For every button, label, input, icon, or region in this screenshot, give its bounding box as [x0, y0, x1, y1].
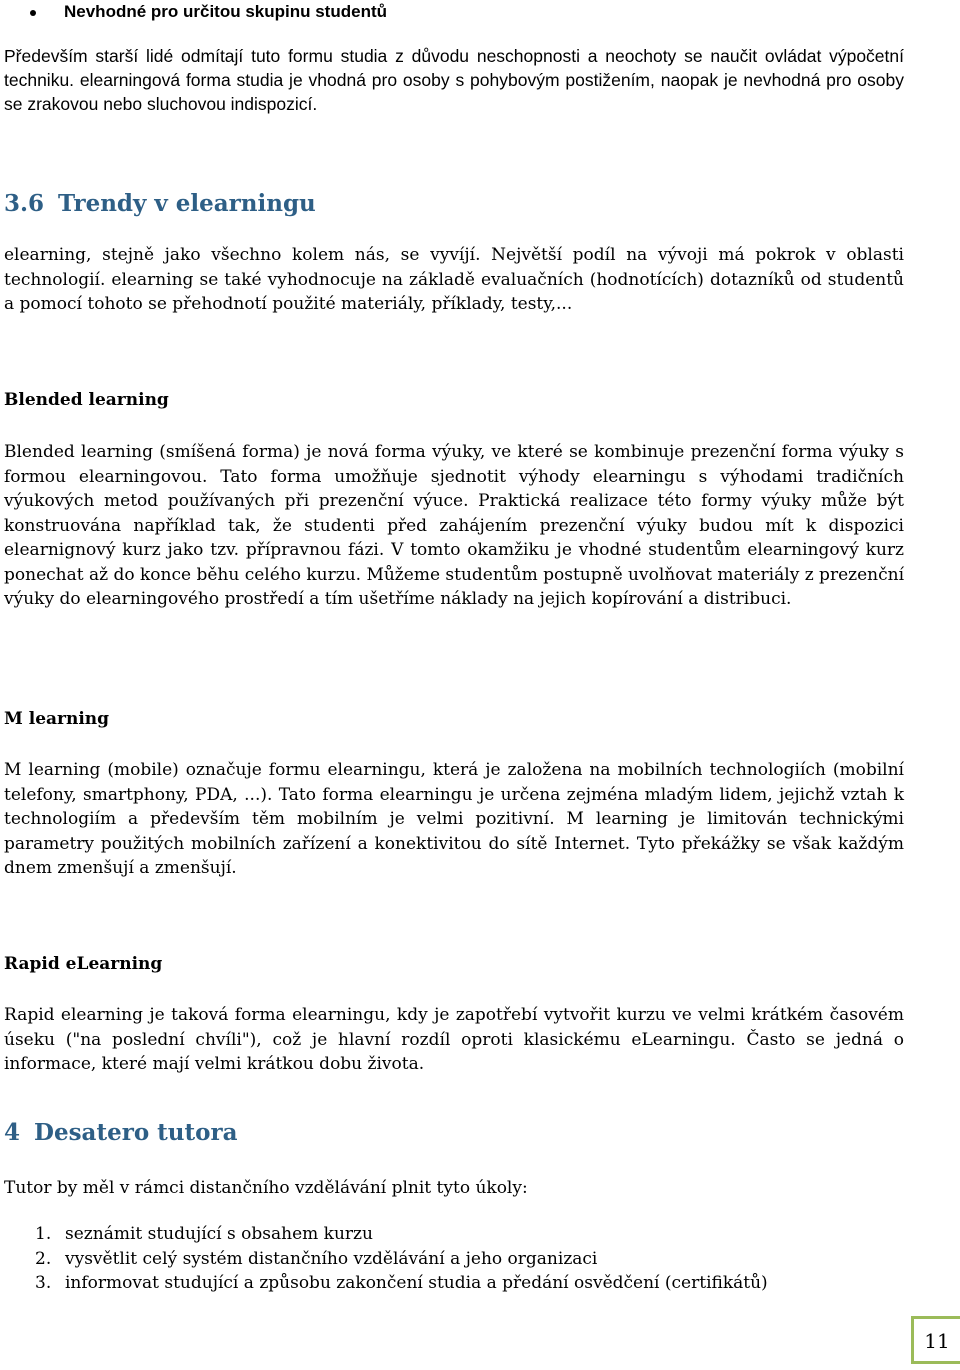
- section-title: Trendy v elearningu: [58, 190, 316, 217]
- page-number: 11: [911, 1316, 960, 1364]
- bullet-text: Nevhodné pro určitou skupinu studentů: [64, 2, 387, 21]
- list-item-number: 2.: [35, 1248, 52, 1269]
- list-item: [4, 1247, 768, 1272]
- bullet-dot-icon: [30, 10, 36, 16]
- section-number: 3.6: [4, 190, 45, 217]
- list-item-text: vysvětlit celý systém distančního vzdělávání a jeho organizaci: [65, 1248, 598, 1269]
- blended-paragraph: Blended learning (smíšená forma) je nová forma výuky, ve které se kombinuje prezenční forma výuky s formou elearningovou. Tato forma umožňuje sjednotit výhody elearningu s výhodami tradičních výukových metod používaných při prezenční výuce. Praktická realizace této formy výuky může být konstruována například tak, že studenti před zahájením prezenční výuky budou mít k dispozici elearnignový kurz jako tzv. přípravnou fázi. V tomto okamžiku je vhodné studentům elearningový kurz ponechat až do konce běhu celého kurzu. Můžeme studentům postupně uvolňovat materiály z prezenční výuky do elearningového prostředí a tím ušetříme náklady na jejich kopírování a distribuci.: [4, 442, 905, 609]
- section-title: Desatero tutora: [34, 1119, 238, 1146]
- list-item: [4, 1222, 768, 1247]
- section-number: 4: [4, 1119, 21, 1146]
- section-heading-3-6: [4, 189, 316, 219]
- list-item-number: 1.: [35, 1224, 52, 1244]
- section-3-6-paragraph: elearning, stejně jako všechno kolem nás, se vyvíjí. Největší podíl na vývoji má pokrok v oblasti technologií. elearning se také vyhodnocuje na základě evaluačních (hodnotících) dotazníků od studentů a pomocí tohoto se přehodnotí použité materiály, příklady, testy,...: [4, 245, 904, 314]
- tutor-task-list: [4, 1222, 768, 1296]
- list-item: [4, 1271, 768, 1296]
- intro-paragraph: Především starší lidé odmítají tuto formu studia z důvodu neschopnosti a neochoty se naučit ovládat výpočetní techniku. elearningová forma studia je vhodná pro osoby s pohybovým postižením, naopak je nevhodná pro osoby se zrakovou nebo sluchovou indispozicí.: [4, 46, 904, 114]
- list-item-text: seznámit studující s obsahem kurzu: [65, 1224, 373, 1244]
- section-heading-4: [4, 1118, 238, 1148]
- blended-heading: Blended learning: [4, 390, 169, 410]
- rapid-heading: Rapid eLearning: [4, 954, 163, 974]
- rapid-paragraph: Rapid elearning je taková forma elearningu, kdy je zapotřebí vytvořit kurzu ve velmi krátkém časovém úseku ("na poslední chvíli"), což je hlavní rozdíl oproti klasickému eLearningu. Často se jedná o informace, které mají velmi krátkou dobu života.: [4, 1005, 904, 1074]
- top-bullet-item: [0, 4, 960, 26]
- mlearning-heading: M learning: [4, 709, 110, 729]
- mlearning-paragraph: M learning (mobile) označuje formu elearningu, která je založena na mobilních technologiích (mobilní telefony, smartphony, PDA, ...). Tato forma elearningu je určena zejména mladým lidem, jejichž vztah k technologiím a především těm mobilním je velmi pozitivní. M learning je limitován technickými parametry použitých mobilních zařízení a konektivitou do sítě Internet. Tyto překážky se však každým dnem zmenšují a zmenšují.: [4, 760, 904, 878]
- list-item-text: informovat studující a způsobu zakončení studia a předání osvědčení (certifikátů): [65, 1273, 768, 1293]
- section-4-intro: Tutor by měl v rámci distančního vzdělávání plnit tyto úkoly:: [4, 1178, 528, 1198]
- list-item-number: 3.: [35, 1273, 52, 1293]
